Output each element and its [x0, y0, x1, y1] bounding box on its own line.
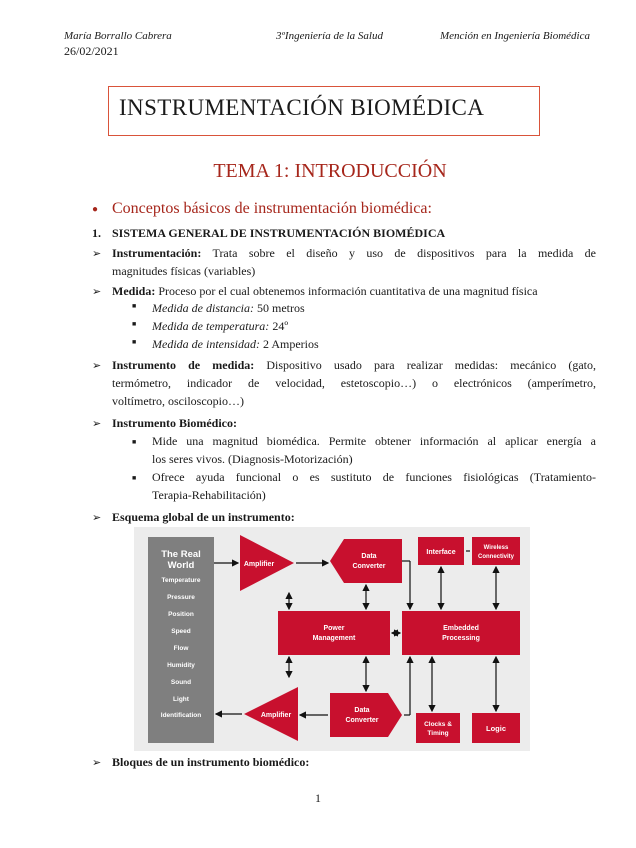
real-world-item: Flow — [173, 645, 189, 652]
text-instrumentacion-2: magnitudes físicas (variables) — [112, 264, 256, 278]
arrow-bullet-icon: ➢ — [92, 360, 102, 372]
header-mention: Mención en Ingeniería Biomédica — [440, 30, 590, 42]
real-world-item: Position — [168, 611, 194, 618]
power-management-box — [278, 611, 390, 655]
amplifier-top-label: Amplifier — [243, 561, 275, 568]
arrow-bullet-icon: ➢ — [92, 512, 102, 524]
term-instrumento-medida: Instrumento de medida: — [112, 358, 255, 372]
item-instrumento-biomedico — [112, 414, 237, 432]
data-converter-bottom-shape — [330, 693, 402, 737]
subsection-number: 1. — [92, 226, 101, 240]
embedded-label-1: Embedded — [443, 625, 479, 632]
wireless-box — [472, 537, 520, 565]
embedded-label-2: Processing — [442, 635, 480, 642]
example-distancia — [152, 299, 305, 317]
bullet-dot-icon: ● — [92, 204, 99, 215]
real-world-item: Sound — [170, 679, 192, 686]
real-world-item: Identification — [160, 712, 202, 719]
biomedico-text-1a: Mide una magnitud biomédica. Permite obtener información al aplicar energía a — [152, 434, 596, 448]
square-bullet-icon: ■ — [132, 320, 137, 328]
arrow-bullet-icon: ➢ — [92, 418, 102, 430]
wireless-label-2: Connectivity — [477, 554, 515, 560]
item-medida — [112, 282, 602, 300]
real-world-title-1: The Real — [161, 549, 201, 560]
example-label: Medida de temperatura: — [152, 319, 270, 333]
square-bullet-icon: ■ — [132, 474, 137, 482]
clocks-label-1: Clocks & — [424, 721, 452, 728]
real-world-item: Temperature — [161, 577, 201, 584]
instrument-block-diagram — [134, 527, 530, 751]
biomedico-bullet-1 — [152, 432, 596, 468]
bloques-heading — [112, 753, 309, 771]
logic-label: Logic — [486, 724, 506, 733]
data-converter-top-label-2: Converter — [352, 563, 386, 570]
data-converter-bottom-label-2: Converter — [345, 717, 379, 724]
header-date: 26/02/2021 — [64, 44, 119, 58]
real-world-item: Humidity — [167, 662, 195, 669]
data-converter-bottom-label-1: Data — [354, 707, 370, 714]
example-value: 2 Amperios — [262, 337, 319, 351]
example-intensidad — [152, 335, 319, 353]
header-course: 3ºIngeniería de la Salud — [276, 30, 383, 42]
document-title: INSTRUMENTACIÓN BIOMÉDICA — [119, 95, 485, 120]
example-label: Medida de distancia: — [152, 301, 254, 315]
square-bullet-icon: ■ — [132, 338, 137, 346]
title-box — [108, 86, 540, 136]
diagram-svg — [134, 527, 530, 751]
real-world-title-2: World — [167, 560, 195, 571]
bloques-label: Bloques de un instrumento biomédico: — [112, 755, 310, 769]
embedded-processing-box — [402, 611, 520, 655]
example-temperatura — [152, 317, 288, 335]
page-number: 1 — [315, 791, 321, 805]
amplifier-bottom-label: Amplifier — [260, 712, 292, 719]
tema-heading: TEMA 1: INTRODUCCIÓN — [213, 160, 447, 182]
text-instrumento-medida-3: voltímetro, osciloscopio…) — [112, 394, 244, 408]
text-instrumento-medida-2: termómetro, indicador de velocidad, estetoscopio…) o electrónicos (amperímetro, — [112, 376, 596, 390]
esquema-label: Esquema global de un instrumento: — [112, 510, 295, 524]
text-instrumento-medida-1: Dispositivo usado para realizar medidas: mecánico (gato, — [266, 358, 596, 372]
text-medida: Proceso por el cual obtenemos información cuantitativa de una magnitud física — [158, 284, 538, 298]
section-title: Conceptos básicos de instrumentación biomédica: — [112, 200, 432, 217]
real-world-item: Light — [173, 696, 189, 703]
esquema-heading — [112, 508, 295, 526]
power-label-1: Power — [323, 625, 345, 632]
header-author: María Borrallo Cabrera — [64, 30, 172, 42]
item-instrumentacion — [112, 244, 596, 280]
arrow-bullet-icon: ➢ — [92, 248, 102, 260]
square-bullet-icon: ■ — [132, 438, 137, 446]
term-medida: Medida: — [112, 284, 156, 298]
square-bullet-icon: ■ — [132, 302, 137, 310]
arrow-bullet-icon: ➢ — [92, 757, 102, 769]
arrow-bullet-icon: ➢ — [92, 286, 102, 298]
term-instrumentacion: Instrumentación: — [112, 246, 202, 260]
example-value: 24º — [272, 319, 289, 333]
biomedico-bullet-2 — [152, 468, 596, 504]
example-value: 50 metros — [256, 301, 305, 315]
data-converter-top-shape — [330, 539, 402, 583]
interface-label: Interface — [426, 549, 456, 556]
power-label-2: Management — [312, 635, 356, 642]
biomedico-text-2a: Ofrece ayuda funcional o es sustituto de funciones fisiológicas (Tratamiento- — [152, 470, 596, 484]
item-instrumento-medida — [112, 356, 596, 410]
biomedico-text-2b: Terapia-Rehabilitación) — [152, 488, 266, 502]
data-converter-top-label-1: Data — [361, 553, 377, 560]
clocks-timing-box — [416, 713, 460, 743]
text-instrumentacion-1: Trata sobre el diseño y uso de dispositivos para la medida de — [212, 246, 596, 260]
biomedico-text-1b: los seres vivos. (Diagnosis-Motorización) — [152, 452, 353, 466]
example-label: Medida de intensidad: — [152, 337, 260, 351]
clocks-label-2: Timing — [427, 730, 449, 737]
subsection-title: SISTEMA GENERAL DE INSTRUMENTACIÓN BIOMÉDICA — [112, 226, 446, 240]
term-instrumento-biomedico: Instrumento Biomédico: — [112, 416, 237, 430]
wireless-label-1: Wireless — [483, 545, 509, 551]
real-world-item: Speed — [171, 628, 191, 635]
real-world-item: Pressure — [167, 594, 195, 601]
